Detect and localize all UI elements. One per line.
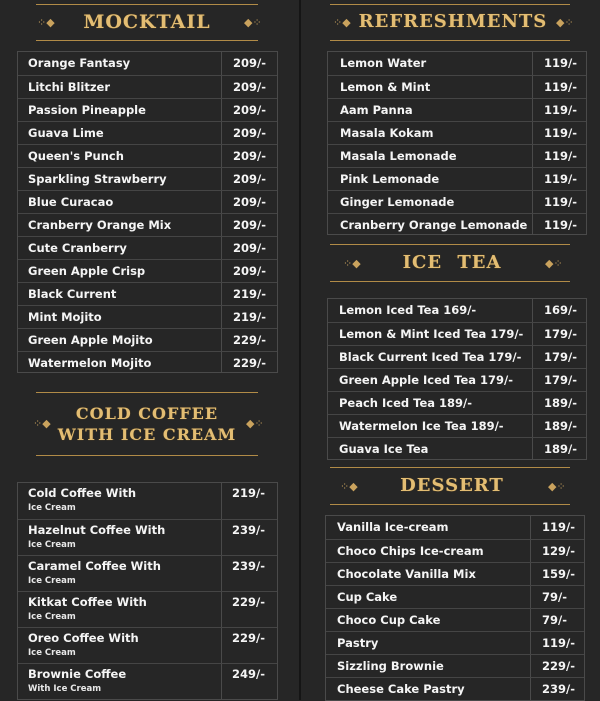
item-price: 219/-: [233, 287, 266, 301]
gold-rule: [330, 244, 570, 245]
item-name: Masala Kokam: [340, 126, 434, 140]
table-row: [18, 519, 277, 556]
table-row: [18, 52, 277, 75]
item-name: Lemon Water: [340, 56, 427, 70]
item-price: 209/-: [233, 241, 266, 255]
item-price: 79/-: [542, 613, 567, 627]
table-row: [18, 282, 277, 306]
item-subtitle: With Ice Cream: [28, 684, 102, 694]
item-name: Passion Pineapple: [28, 103, 146, 117]
item-subtitle: Ice Cream: [28, 612, 76, 622]
table-row: [326, 562, 584, 586]
item-price: 119/-: [544, 103, 577, 117]
item-name: Vanilla Ice-cream: [337, 520, 449, 534]
item-price: 119/-: [544, 126, 577, 140]
item-name: Lemon & Mint Iced Tea 179/-: [339, 327, 524, 341]
art-deco-diamond-icon: ◆⁘: [246, 417, 264, 430]
section-title: DESSERT: [400, 475, 504, 496]
item-name: Watermelon Ice Tea 189/-: [339, 419, 504, 433]
item-name: Green Apple Iced Tea 179/-: [339, 373, 513, 387]
art-deco-diamond-icon: ◆⁘: [545, 257, 563, 270]
item-subtitle: Ice Cream: [28, 540, 76, 550]
item-price: 189/-: [544, 419, 577, 433]
item-price: 169/-: [544, 303, 577, 317]
table-row: [328, 75, 586, 99]
item-price: 249/-: [232, 667, 265, 681]
table-row: [18, 663, 277, 700]
item-price: 119/-: [544, 149, 577, 163]
item-name: Pastry: [337, 636, 379, 650]
item-name: Masala Lemonade: [340, 149, 457, 163]
ice-tea-table: [327, 298, 587, 460]
item-name: Choco Cup Cake: [337, 613, 441, 627]
table-row: [18, 328, 277, 352]
item-name: Black Current: [28, 287, 117, 301]
item-price: 229/-: [542, 659, 575, 673]
table-row: [326, 654, 584, 678]
table-row: [18, 555, 277, 592]
table-row: [326, 631, 584, 655]
section-title-line: COLD COFFEE: [75, 404, 219, 423]
table-row: [18, 627, 277, 664]
art-deco-diamond-icon: ⁘◆: [343, 257, 361, 270]
section-title: MOCKTAIL: [83, 11, 211, 33]
item-price: 219/-: [233, 310, 266, 324]
item-price: 119/-: [544, 218, 577, 232]
item-name: Queen's Punch: [28, 149, 124, 163]
item-price: 119/-: [542, 636, 575, 650]
item-name: Guava Ice Tea: [339, 442, 429, 456]
item-price: 239/-: [232, 523, 265, 537]
item-name: Cheese Cake Pastry: [337, 682, 465, 696]
item-name: Blue Curacao: [28, 195, 114, 209]
item-price: 209/-: [233, 172, 266, 186]
table-row: [18, 236, 277, 260]
table-row: [328, 322, 586, 346]
gold-rule: [330, 281, 570, 282]
item-subtitle: Ice Cream: [28, 503, 76, 513]
item-name: Guava Lime: [28, 126, 104, 140]
section-title: ICE TEA: [402, 252, 502, 273]
refreshments-table: [327, 51, 587, 235]
gold-rule: [36, 4, 258, 5]
table-row: [328, 437, 586, 461]
table-row: [18, 591, 277, 628]
item-price: 119/-: [544, 80, 577, 94]
item-name: Oreo Coffee With: [28, 631, 139, 645]
item-price: 229/-: [233, 333, 266, 347]
art-deco-diamond-icon: ◆⁘: [556, 16, 574, 29]
item-price: 239/-: [542, 682, 575, 696]
item-name: Caramel Coffee With: [28, 559, 161, 573]
item-name: Mint Mojito: [28, 310, 102, 324]
item-price: 189/-: [544, 442, 577, 456]
item-name: Pink Lemonade: [340, 172, 440, 186]
gold-rule: [36, 455, 258, 456]
item-price: 209/-: [233, 80, 266, 94]
item-price: 159/-: [542, 567, 575, 581]
item-name: Cranberry Orange Mix: [28, 218, 172, 232]
art-deco-diamond-icon: ⁘◆: [37, 16, 55, 29]
table-row: [326, 585, 584, 609]
table-row: [326, 608, 584, 632]
table-row: [18, 213, 277, 237]
table-row: [328, 299, 586, 322]
item-name: Cup Cake: [337, 590, 398, 604]
item-name: Choco Chips Ice-cream: [337, 544, 484, 558]
item-name: Sparkling Strawberry: [28, 172, 167, 186]
section-title-line: WITH ICE CREAM: [57, 425, 237, 444]
gold-rule: [36, 40, 258, 41]
item-subtitle: Ice Cream: [28, 648, 76, 658]
item-price: 209/-: [233, 56, 266, 70]
item-name: Green Apple Crisp: [28, 264, 146, 278]
table-row: [328, 121, 586, 145]
art-deco-diamond-icon: ⁘◆: [340, 480, 358, 493]
table-row: [18, 167, 277, 191]
table-row: [328, 213, 586, 237]
table-row: [326, 539, 584, 563]
gold-rule: [330, 467, 570, 468]
item-name: Hazelnut Coffee With: [28, 523, 166, 537]
item-price: 179/-: [544, 350, 577, 364]
item-price: 179/-: [544, 373, 577, 387]
item-name: Lemon & Mint: [340, 80, 431, 94]
item-name: Litchi Blitzer: [28, 80, 111, 94]
item-price: 119/-: [544, 172, 577, 186]
table-row: [328, 368, 586, 392]
item-price: 189/-: [544, 396, 577, 410]
item-price: 229/-: [232, 631, 265, 645]
item-name: Ginger Lemonade: [340, 195, 455, 209]
item-price: 79/-: [542, 590, 567, 604]
art-deco-diamond-icon: ⁘◆: [33, 417, 51, 430]
item-price: 219/-: [232, 486, 265, 500]
item-name: Cute Cranberry: [28, 241, 127, 255]
item-price: 209/-: [233, 103, 266, 117]
item-name: Peach Iced Tea 189/-: [339, 396, 472, 410]
item-name: Watermelon Mojito: [28, 356, 152, 370]
item-name: Chocolate Vanilla Mix: [337, 567, 476, 581]
item-price: 209/-: [233, 126, 266, 140]
section-title: [52, 403, 242, 445]
item-price: 209/-: [233, 195, 266, 209]
table-row: [18, 190, 277, 214]
table-row: [18, 483, 277, 519]
item-name: Brownie Coffee: [28, 667, 127, 681]
item-name: Orange Fantasy: [28, 56, 131, 70]
item-price: 119/-: [544, 195, 577, 209]
table-row: [18, 98, 277, 122]
item-price: 119/-: [542, 520, 575, 534]
item-name: Black Current Iced Tea 179/-: [339, 350, 522, 364]
column-divider: [299, 0, 301, 700]
art-deco-diamond-icon: ⁘◆: [333, 16, 351, 29]
art-deco-diamond-icon: ◆⁘: [548, 480, 566, 493]
dessert-table: [325, 515, 585, 701]
gold-rule: [330, 40, 570, 41]
item-name: Green Apple Mojito: [28, 333, 153, 347]
item-subtitle: Ice Cream: [28, 576, 76, 586]
item-name: Cold Coffee With: [28, 486, 137, 500]
table-row: [18, 351, 277, 375]
item-name: Cranberry Orange Lemonade: [340, 218, 528, 232]
table-row: [18, 305, 277, 329]
item-price: 229/-: [233, 356, 266, 370]
table-row: [18, 75, 277, 99]
item-name: Aam Panna: [340, 103, 413, 117]
item-price: 209/-: [233, 149, 266, 163]
item-price: 229/-: [232, 595, 265, 609]
table-row: [328, 52, 586, 75]
item-name: Kitkat Coffee With: [28, 595, 147, 609]
item-price: 179/-: [544, 327, 577, 341]
item-price: 209/-: [233, 218, 266, 232]
item-price: 119/-: [544, 56, 577, 70]
item-price: 209/-: [233, 264, 266, 278]
gold-rule: [330, 504, 570, 505]
table-row: [328, 190, 586, 214]
table-row: [328, 414, 586, 438]
table-row: [326, 677, 584, 701]
section-title: REFRESHMENTS: [358, 11, 548, 32]
item-name: Sizzling Brownie: [337, 659, 444, 673]
table-row: [328, 144, 586, 168]
gold-rule: [330, 4, 570, 5]
gold-rule: [36, 392, 258, 393]
art-deco-diamond-icon: ◆⁘: [244, 16, 262, 29]
table-row: [18, 121, 277, 145]
cold-coffee-table: [17, 482, 278, 700]
mocktail-table: [17, 51, 278, 373]
table-row: [328, 345, 586, 369]
table-row: [328, 98, 586, 122]
table-row: [18, 259, 277, 283]
item-price: 129/-: [542, 544, 575, 558]
table-row: [326, 516, 584, 539]
item-price: 239/-: [232, 559, 265, 573]
table-row: [328, 167, 586, 191]
table-row: [18, 144, 277, 168]
item-name: Lemon Iced Tea 169/-: [339, 303, 477, 317]
table-row: [328, 391, 586, 415]
